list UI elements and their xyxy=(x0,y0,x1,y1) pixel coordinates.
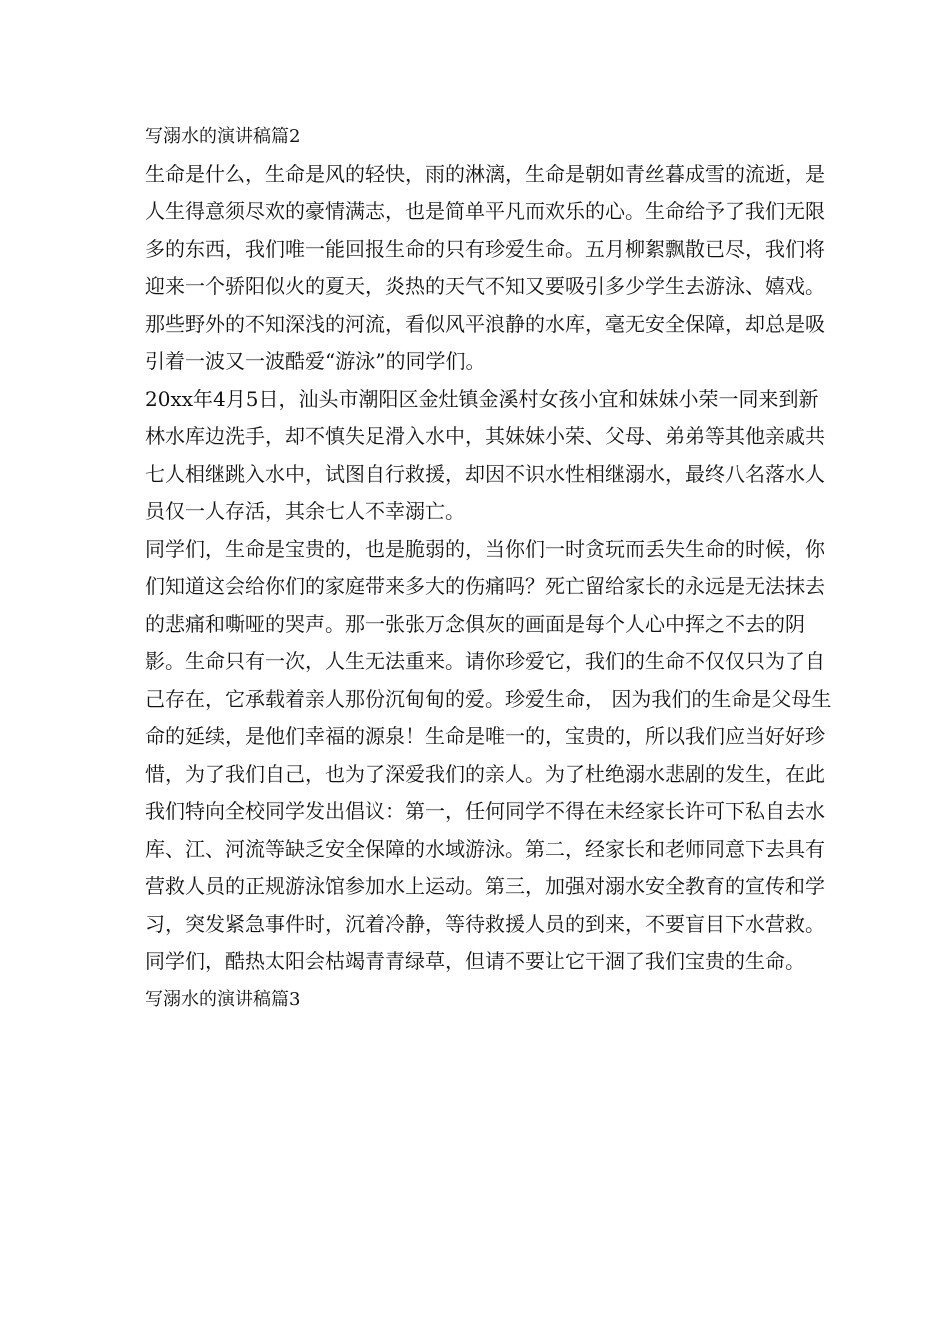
paragraph-intro: 生命是什么，生命是风的轻快，雨的淋漓，生命是朝如青丝暮成雪的流逝，是人生得意须尽欢的豪情满志，也是简单平凡而欢乐的心。生命给予了我们无限多的东西，我们唯一能回报生命的只有珍爱生命。五月柳絮飘散已尽，我们将迎来一个骄阳似火的夏天，炎热的天气不知又要吸引多少学生去游泳、嬉戏。那些野外的不知深浅的河流，看似风平浪静的水库，毫无安全保障，却总是吸引着一波又一波酷爱“游泳”的同学们。 xyxy=(145,161,825,373)
section-heading-2: 写溺水的演讲稿篇2 xyxy=(145,126,301,147)
section-heading-3: 写溺水的演讲稿篇3 xyxy=(145,988,301,1010)
paragraph-closing: 同学们，酷热太阳会枯竭青青绿草，但请不要让它干涸了我们宝贵的生命。 xyxy=(145,949,805,973)
document-page xyxy=(145,118,835,1018)
paragraph-appeal: 同学们，生命是宝贵的，也是脆弱的，当你们一时贪玩而丢失生命的时候，你们知道这会给你们的家庭带来多大的伤痛吗？死亡留给家长的永远是无法抹去的悲痛和嘶哑的哭声。那一张张万念俱灰的画面是每个人心中挥之不去的阴影。生命只有一次，人生无法重来。请你珍爱它，我们的生命不仅仅只为了自己存在，它承载着亲人那份沉甸甸的爱。珍爱生命， 因为我们的生命是父母生命的延续，是他们幸福的源泉！生命是唯一的，宝贵的，所以我们应当好好珍惜，为了我们自己，也为了深爱我们的亲人。为了杜绝溺水悲剧的发生，在此我们特向全校同学发出倡议：第一，任何同学不得在未经家长许可下私自去水库、江、河流等缺乏安全保障的水域游泳。第二，经家长和老师同意下去具有营救人员的正规游泳馆参加水上运动。第三，加强对溺水安全教育的宣传和学习，突发紧急事件时，沉着冷静，等待救援人员的到来，不要盲目下水营救。 xyxy=(145,536,832,936)
paragraph-incident: 20xx年4月5日，汕头市潮阳区金灶镇金溪村女孩小宜和妹妹小荣一同来到新林水库边洗手，却不慎失足滑入水中，其妹妹小荣、父母、弟弟等其他亲戚共七人相继跳入水中，试图自行救援，却因不识水性相继溺水，最终八名落水人员仅一人存活，其余七人不幸溺亡。 xyxy=(145,386,825,523)
